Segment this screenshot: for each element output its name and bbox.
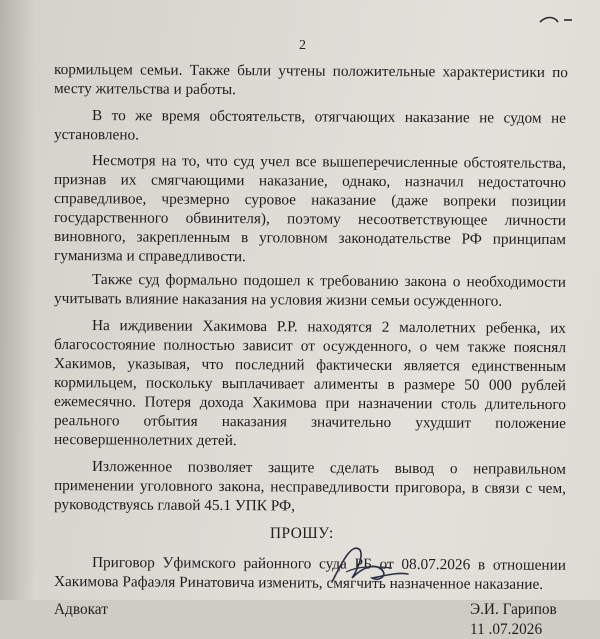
paragraph-line: справедливое, чрезмерно суровое наказание (даже вопреки позиции [53,190,567,211]
paragraph-line: признав их смягчающими наказание, однако, назначил недостаточно [53,171,567,192]
paragraph-line: установлено. [53,126,140,144]
request-heading: ПРОШУ: [270,525,334,542]
paragraph-line: месту жительства и работы. [53,80,237,99]
paragraph-line: Приговор Уфимского районного суда РБ от 08.07.2026 в отношении [91,554,567,574]
paragraph-line: руководствуясь главой 45.1 УПК РФ, [53,496,295,515]
paragraph-line: На иждивении Хакимова Р.Р. находятся 2 малолетних ребенка, их [91,317,567,337]
footer-role: Адвокат [54,601,108,618]
paragraph-line: реального отбытия наказания значительно ухудшит положение [53,412,567,433]
paragraph-line: В то же время обстоятельств, отягчающих наказание не судом не [91,107,567,127]
handwritten-signature [322,532,412,592]
paragraph-line: государственного обвинителя), поэтому несоответствующее личности [53,209,567,230]
paragraph-line: кормильцем семьи. Также были учтены положительные характеристики по [53,61,569,82]
paragraph-line: кормильцем, поскольку выплачивает алименты в размере 50 000 рублей [53,374,567,395]
paragraph-line: применении уголовного закона, несправедливости приговора, в связи с чем, [53,477,567,498]
paragraph-line: ежемесячно. Потеря дохода Хакимова при назначении столь длительного [53,393,567,414]
paragraph-line: Несмотря на то, что суд учел все вышеперечисленные обстоятельства, [91,152,567,172]
paragraph-line: Хакимова Рафаэля Ринатовича изменить, смягчить назначенное наказание. [53,573,544,593]
paragraph-line: Также суд формально подошел к требованию закона о необходимости [91,271,567,291]
paragraph-line: гуманизма и справедливости. [53,247,246,266]
footer-name: Э.И. Гарипов [470,601,557,618]
footer-date: 11 .07.2026 [470,621,543,638]
paragraph-line: виновного, закрепленным в уголовном законодательстве РФ принципам [53,228,567,249]
paragraph-line: Изложенное позволяет защите сделать вывод о неправильном [91,458,567,478]
paragraph-line: благосостояние полностью зависит от осужденного, о чем также пояснял [53,336,567,357]
paragraph-line: Хакимов, указывая, что последний фактически является единственным [53,355,567,376]
paragraph-line: несовершеннолетних детей. [53,431,237,450]
page-number: 2 [299,38,306,53]
paragraph-line: учитывать влияние наказания на условия жизни семьи осужденного. [53,290,503,310]
